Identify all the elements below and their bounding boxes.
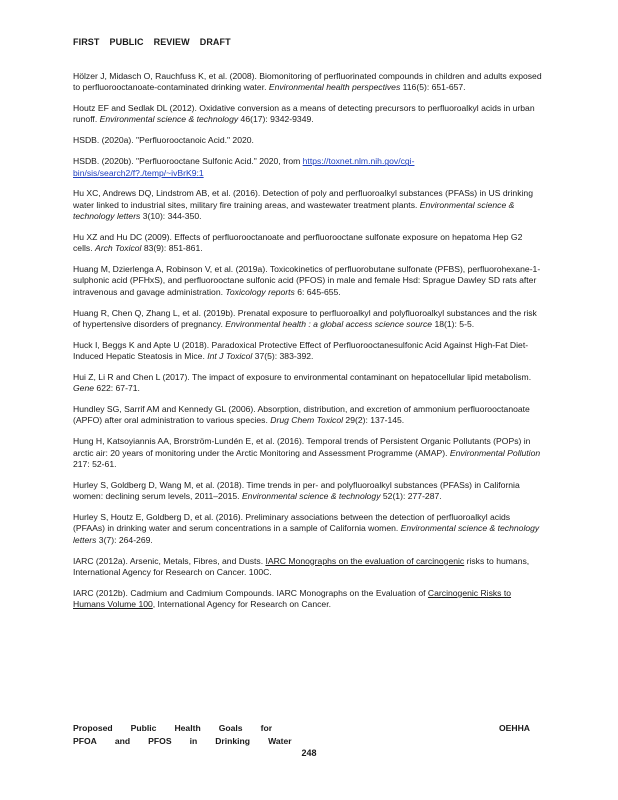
reference-entry bbox=[73, 308, 543, 331]
reference-text: IARC (2012a). Arsenic, Metals, Fibres, and Dusts. bbox=[73, 555, 266, 566]
journal-title: Environmental science & technology bbox=[241, 491, 381, 502]
reference-entry bbox=[73, 404, 543, 427]
reference-entry bbox=[73, 232, 543, 255]
header-word: DRAFT bbox=[199, 37, 231, 47]
reference-citation: 622: 67-71. bbox=[94, 383, 140, 394]
footer-word: Goals bbox=[218, 723, 243, 733]
reference-text: Hu XZ and Hu DC (2009). Effects of perfluorooctanoate and perfluorooctane sulfonate exposure on hepatoma Hep G2 cells. bbox=[73, 231, 523, 254]
reference-citation: 52(1): 277-287. bbox=[380, 491, 442, 502]
reference-entry bbox=[73, 372, 543, 395]
footer-word: Drinking bbox=[215, 736, 251, 746]
reference-citation: 3(10): 344-350. bbox=[140, 211, 202, 222]
reference-entry bbox=[73, 588, 543, 611]
reference-entry bbox=[73, 436, 543, 470]
reference-citation: risks to humans, International Agency for Research on Cancer. 100C. bbox=[73, 555, 530, 577]
reference-text: Hurley S, Goldberg D, Wang M, et al. (2018). Time trends in per- and polyfluoroalkyl substances (PFASs) in California women: declining serum levels, 2011–2015. bbox=[73, 479, 520, 502]
reference-citation: 83(9): 851-861. bbox=[141, 243, 203, 254]
reference-text: Hundley SG, Sarrif AM and Kennedy GL (2006). Absorption, distribution, and excretion of ammonium perfluorooctanoate (APFO) after oral administration to various species. bbox=[73, 404, 530, 426]
journal-title: Toxicology reports bbox=[225, 286, 295, 297]
reference-entry bbox=[73, 556, 543, 579]
reference-text: HSDB. (2020b). "Perfluorooctane Sulfonic Acid." 2020, from bbox=[73, 156, 303, 167]
reference-citation: 37(5): 383-392. bbox=[252, 351, 314, 362]
footer-word: in bbox=[189, 736, 198, 746]
draft-header bbox=[73, 37, 231, 47]
journal-title: Int J Toxicol bbox=[207, 351, 253, 362]
reference-text: Hu XC, Andrews DQ, Lindstrom AB, et al. (2016). Detection of poly and perfluoroalkyl substances (PFASs) in US drinking water linked to industrial sites, military fire training areas, and wastewater treatment plants. bbox=[73, 188, 533, 210]
footer-word: Public bbox=[130, 723, 157, 733]
journal-title: Arch Toxicol bbox=[94, 243, 142, 254]
header-word: PUBLIC bbox=[109, 37, 144, 47]
reference-entry bbox=[73, 512, 543, 546]
reference-citation: 6: 645-655. bbox=[294, 286, 341, 297]
reference-entry bbox=[73, 103, 543, 126]
reference-text: IARC (2012b). Cadmium and Cadmium Compounds. IARC Monographs on the Evaluation of bbox=[73, 587, 428, 598]
reference-text: Hui Z, Li R and Chen L (2017). The impact of exposure to environmental contaminant on hepatocellular lipid metabolism. bbox=[73, 371, 532, 382]
reference-text: Hölzer J, Midasch O, Rauchfuss K, et al. (2008). Biomonitoring of perfluorinated compounds in children and adults exposed to perfluorooctanoate-contaminated drinking water. bbox=[73, 71, 542, 93]
footer-title-line-2 bbox=[73, 735, 536, 748]
underlined-title: IARC Monographs on the evaluation of carcinogenic bbox=[265, 555, 465, 566]
footer-word: Health bbox=[174, 723, 201, 733]
header-word: FIRST bbox=[73, 37, 100, 47]
reference-entry bbox=[73, 188, 543, 222]
footer-agency: OEHHA bbox=[498, 723, 530, 733]
footer-word: PFOA bbox=[73, 736, 97, 746]
footer-word: and bbox=[114, 736, 131, 746]
footer-title-line-1 bbox=[73, 722, 536, 735]
reference-entry bbox=[73, 340, 543, 363]
reference-text: Hurley S, Houtz E, Goldberg D, et al. (2016). Preliminary associations between the detection of perfluoroalkyl acids (PFAAs) in drinking water and serum concentrations in a sample of California women. bbox=[73, 512, 511, 534]
reference-citation: 46(17): 9342-9349. bbox=[238, 114, 314, 125]
reference-link[interactable]: https://toxnet.nlm.nih.gov/cgi-bin/sis/search2/f?./temp/~ivBrK9:1 bbox=[73, 156, 415, 178]
reference-text: Houtz EF and Sedlak DL (2012). Oxidative conversion as a means of detecting precursors to perfluoroalkyl acids in urban runoff. bbox=[73, 103, 535, 125]
reference-citation: 29(2): 137-145. bbox=[343, 415, 405, 426]
page-number: 248 bbox=[301, 748, 317, 758]
reference-text: Huang M, Dzierlenga A, Robinson V, et al. (2019a). Toxicokinetics of perfluorobutane sulfonate (PFBS), perfluorohexane-1-sulphonic acid (PFHxS), and perfluorooctane sulfonic acid (PFOS) in male and female Hsd: Sprague Dawley SD rats after intravenous and gavage administration. bbox=[73, 264, 541, 297]
reference-citation: 18(1): 5-5. bbox=[432, 318, 475, 329]
reference-citation: 116(5): 651-657. bbox=[400, 82, 466, 93]
reference-entry bbox=[73, 71, 543, 94]
journal-title: Environmental science & technology letters bbox=[73, 199, 515, 222]
journal-title: Gene bbox=[73, 383, 95, 394]
footer-word: Proposed bbox=[73, 723, 113, 733]
reference-text: HSDB. (2020a). "Perfluorooctanoic Acid." 2020. bbox=[73, 135, 254, 146]
reference-citation: , International Agency for Research on Cancer. bbox=[152, 599, 331, 609]
reference-citation: 217: 52-61. bbox=[73, 458, 117, 469]
journal-title: Environmental Pollution bbox=[449, 447, 541, 458]
page-footer bbox=[73, 722, 536, 748]
reference-entry bbox=[73, 156, 543, 179]
journal-title: Environmental health : a global access science source bbox=[225, 318, 433, 329]
reference-entry bbox=[73, 480, 543, 503]
reference-text: Huang R, Chen Q, Zhang L, et al. (2019b). Prenatal exposure to perfluoroalkyl and polyfluoroalkyl substances and the risk of hypertensive disorders of pregnancy. bbox=[73, 307, 537, 329]
reference-text: Hung H, Katsoyiannis AA, Brorström-Lundén E, et al. (2016). Temporal trends of Persistent Organic Pollutants (POPs) in arctic air: 20 years of monitoring under the Arctic Monitoring and Assessment Programme (AMAP). bbox=[73, 436, 531, 458]
reference-text: Huck I, Beggs K and Apte U (2018). Paradoxical Protective Effect of Perfluorooctanesulfonic Acid Against High-Fat Diet-Induced Hepatic Steatosis in Mice. bbox=[73, 339, 529, 362]
reference-list bbox=[73, 71, 543, 620]
journal-title: Environmental science & technology bbox=[99, 114, 239, 125]
reference-entry bbox=[73, 264, 543, 298]
journal-title: Environmental science & technology letters bbox=[73, 523, 540, 545]
journal-title: Drug Chem Toxicol bbox=[270, 415, 344, 426]
footer-word: Water bbox=[268, 736, 292, 746]
footer-word: for bbox=[260, 723, 273, 733]
underlined-title: Carcinogenic Risks to Humans Volume 100 bbox=[73, 587, 512, 609]
header-word: REVIEW bbox=[153, 37, 190, 47]
reference-citation: 3(7): 264-269. bbox=[96, 534, 153, 545]
journal-title: Environmental health perspectives bbox=[268, 82, 401, 93]
reference-entry bbox=[73, 135, 543, 146]
footer-word: PFOS bbox=[148, 736, 172, 746]
